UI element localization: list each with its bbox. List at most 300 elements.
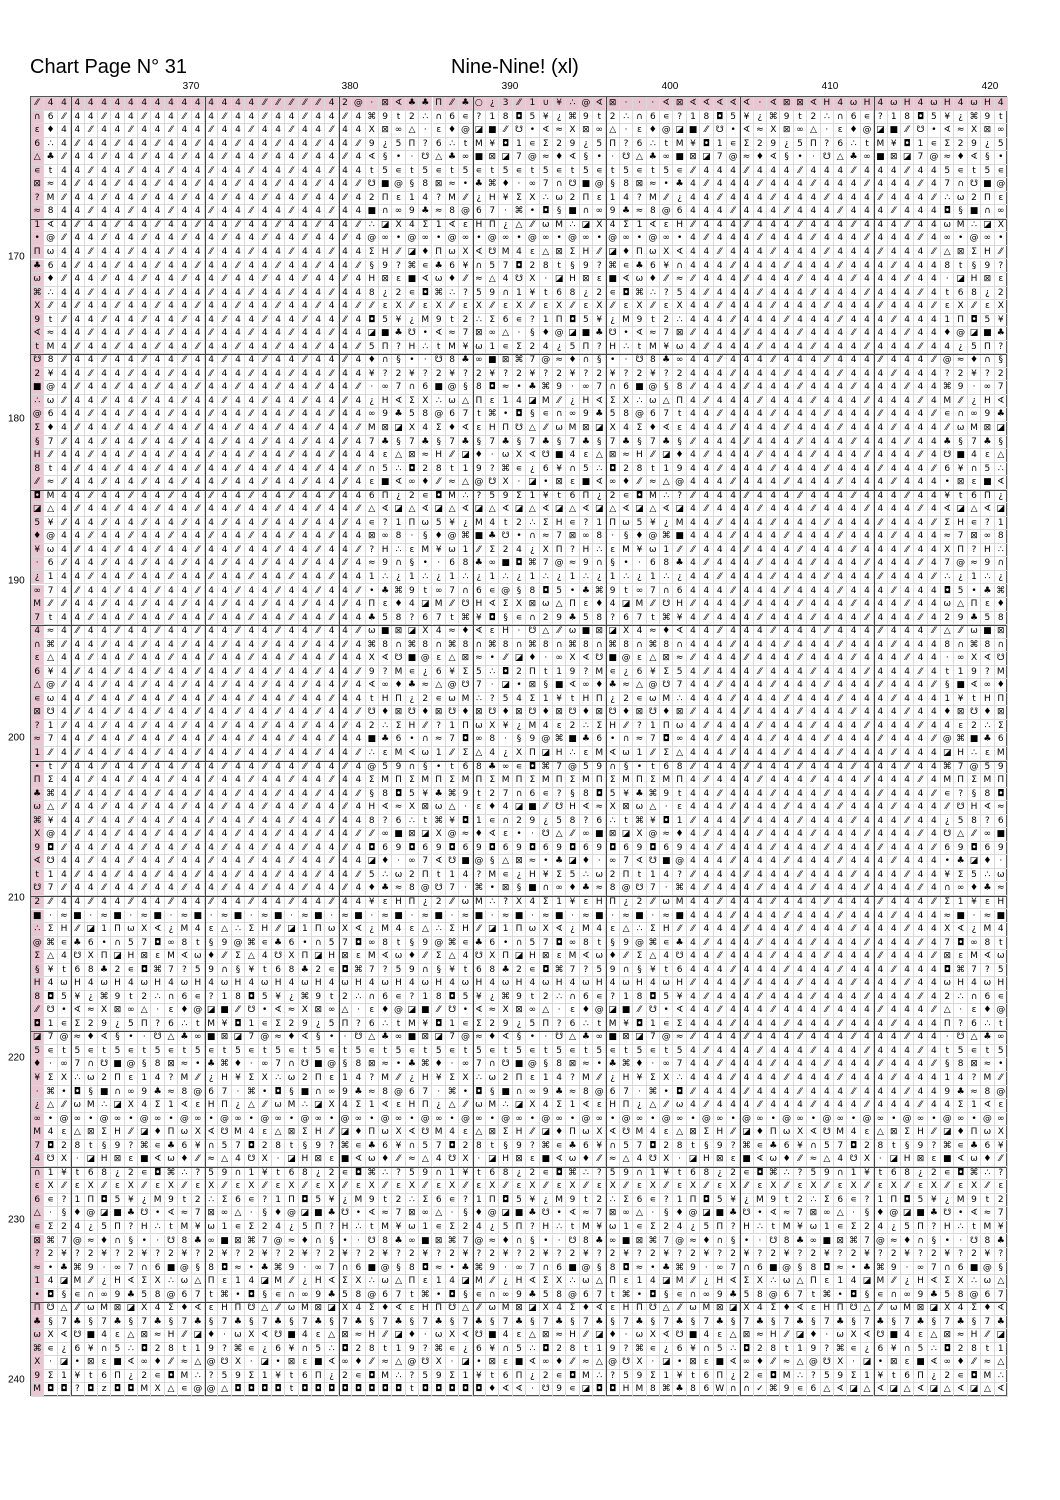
chart-cell: 8 bbox=[419, 178, 432, 192]
chart-cell: Π bbox=[968, 598, 981, 612]
chart-cell: ⁄⁄ bbox=[874, 788, 887, 802]
chart-cell: 4 bbox=[178, 124, 191, 138]
chart-cell: 4 bbox=[205, 625, 218, 639]
chart-cell: ? bbox=[995, 260, 1008, 274]
chart-cell: 4 bbox=[727, 733, 740, 747]
chart-cell: Σ bbox=[593, 720, 606, 734]
chart-cell: ω bbox=[995, 950, 1008, 964]
chart-cell: § bbox=[593, 354, 606, 368]
chart-cell: ∩ bbox=[593, 639, 606, 653]
chart-cell: 4 bbox=[606, 977, 619, 991]
chart-cell: ¿ bbox=[580, 138, 593, 152]
chart-cell: 4 bbox=[58, 205, 71, 219]
chart-cell: ♣ bbox=[419, 97, 432, 111]
chart-cell: ⁄⁄ bbox=[339, 314, 352, 328]
chart-cell: ∩ bbox=[513, 937, 526, 951]
chart-cell: 4 bbox=[232, 165, 245, 179]
chart-cell: 4 bbox=[780, 287, 793, 301]
chart-cell: 4 bbox=[888, 463, 901, 477]
chart-cell: ⁄⁄ bbox=[165, 408, 178, 422]
chart-cell: ■ bbox=[526, 882, 539, 896]
chart-cell: ⁄⁄ bbox=[513, 97, 526, 111]
chart-cell: 4 bbox=[339, 666, 352, 680]
chart-cell: M bbox=[566, 950, 579, 964]
chart-cell: Σ bbox=[540, 517, 553, 531]
chart-cell: ∩ bbox=[660, 585, 673, 599]
chart-cell: 4 bbox=[861, 693, 874, 707]
chart-cell: ◘ bbox=[566, 842, 579, 856]
chart-cell: 5 bbox=[473, 666, 486, 680]
chart-cell: 4 bbox=[767, 422, 780, 436]
chart-cell: ⊠ bbox=[566, 530, 579, 544]
chart-cell: ∩ bbox=[995, 557, 1008, 571]
chart-cell: 4 bbox=[98, 287, 111, 301]
chart-cell: 4 bbox=[700, 747, 713, 761]
chart-cell: ♦ bbox=[392, 598, 405, 612]
chart-cell: 4 bbox=[874, 761, 887, 775]
chart-cell: ε bbox=[620, 300, 633, 314]
chart-cell: 4 bbox=[205, 300, 218, 314]
chart-cell: H bbox=[593, 896, 606, 910]
chart-cell: 4 bbox=[767, 828, 780, 842]
chart-cell: 4 bbox=[272, 571, 285, 585]
chart-cell: 4 bbox=[58, 585, 71, 599]
chart-cell: ⁄⁄ bbox=[767, 950, 780, 964]
chart-cell: 4 bbox=[660, 950, 673, 964]
chart-cell: ⁄⁄ bbox=[138, 314, 151, 328]
chart-cell: 5 bbox=[125, 937, 138, 951]
chart-cell: ◪ bbox=[633, 503, 646, 517]
chart-cell: 4 bbox=[807, 530, 820, 544]
chart-cell: ⁄⁄ bbox=[499, 124, 512, 138]
chart-cell: 4 bbox=[700, 165, 713, 179]
chart-cell: ⁄⁄ bbox=[914, 774, 927, 788]
chart-cell: ⁄⁄ bbox=[901, 544, 914, 558]
chart-cell: t bbox=[647, 761, 660, 775]
chart-cell: Π bbox=[580, 341, 593, 355]
chart-cell: ⁄⁄ bbox=[299, 395, 312, 409]
chart-cell: 6 bbox=[459, 842, 472, 856]
chart-cell: 6 bbox=[954, 287, 967, 301]
chart-cell: 4 bbox=[727, 869, 740, 883]
chart-cell: ⁄⁄ bbox=[58, 720, 71, 734]
chart-cell: 2 bbox=[513, 666, 526, 680]
chart-cell: 4 bbox=[111, 733, 124, 747]
chart-cell: ⁄⁄ bbox=[151, 625, 164, 639]
chart-cell: ∢ bbox=[767, 97, 780, 111]
chart-cell: @ bbox=[392, 1004, 405, 1018]
chart-cell: 4 bbox=[325, 544, 338, 558]
chart-cell: 4 bbox=[821, 923, 834, 937]
chart-cell: • bbox=[954, 232, 967, 246]
chart-cell: ⁄⁄ bbox=[780, 639, 793, 653]
chart-cell: Χ bbox=[606, 801, 619, 815]
chart-cell: 4 bbox=[861, 652, 874, 666]
chart-cell: Χ bbox=[566, 124, 579, 138]
chart-cell: ∴ bbox=[446, 138, 459, 152]
chart-cell: H bbox=[981, 693, 994, 707]
chart-cell: ¥ bbox=[44, 368, 57, 382]
chart-cell: 2 bbox=[995, 287, 1008, 301]
chart-cell: ⁄⁄ bbox=[807, 991, 820, 1005]
chart-cell: 4 bbox=[767, 219, 780, 233]
chart-cell: 4 bbox=[807, 950, 820, 964]
chart-cell: ♣ bbox=[580, 882, 593, 896]
chart-cell: Σ bbox=[941, 517, 954, 531]
chart-cell: 4 bbox=[165, 138, 178, 152]
chart-cell: 4 bbox=[727, 287, 740, 301]
chart-cell: 4 bbox=[807, 273, 820, 287]
chart-cell: 4 bbox=[834, 408, 847, 422]
chart-cell: ◪ bbox=[513, 801, 526, 815]
chart-cell: ■ bbox=[486, 124, 499, 138]
chart-cell: ε bbox=[981, 747, 994, 761]
chart-cell: ∴ bbox=[178, 1018, 191, 1032]
chart-cell: 4 bbox=[325, 232, 338, 246]
chart-cell: ∢ bbox=[419, 273, 432, 287]
chart-cell: ∞ bbox=[673, 733, 686, 747]
chart-cell: ⁄⁄ bbox=[914, 503, 927, 517]
chart-cell: 4 bbox=[151, 327, 164, 341]
chart-cell: ∴ bbox=[593, 544, 606, 558]
chart-cell: ω bbox=[941, 598, 954, 612]
chart-cell: 4 bbox=[71, 517, 84, 531]
chart-cell: ⁄⁄ bbox=[767, 842, 780, 856]
chart-cell: 4 bbox=[459, 869, 472, 883]
chart-cell: Σ bbox=[245, 923, 258, 937]
chart-cell: ⁄⁄ bbox=[834, 314, 847, 328]
chart-cell: H bbox=[473, 219, 486, 233]
chart-cell: 9 bbox=[513, 842, 526, 856]
chart-cell: 4 bbox=[821, 314, 834, 328]
chart-cell: ◘ bbox=[31, 1018, 44, 1032]
chart-cell: ⁄⁄ bbox=[192, 341, 205, 355]
chart-cell: § bbox=[419, 761, 432, 775]
chart-cell: Π bbox=[606, 138, 619, 152]
chart-cell: ¿ bbox=[473, 571, 486, 585]
chart-cell: M bbox=[954, 219, 967, 233]
chart-cell: 4 bbox=[71, 679, 84, 693]
chart-cell: 4 bbox=[928, 260, 941, 274]
chart-cell: ∩ bbox=[580, 354, 593, 368]
chart-cell: 5 bbox=[259, 991, 272, 1005]
chart-cell: 6 bbox=[44, 557, 57, 571]
chart-cell: 4 bbox=[125, 463, 138, 477]
chart-cell: 6 bbox=[473, 205, 486, 219]
chart-cell: 8 bbox=[433, 991, 446, 1005]
chart-cell: t bbox=[473, 408, 486, 422]
chart-cell: ◪ bbox=[499, 679, 512, 693]
chart-cell: 4 bbox=[325, 625, 338, 639]
chart-cell: 4 bbox=[98, 652, 111, 666]
chart-cell: 4 bbox=[325, 598, 338, 612]
chart-cell: 8 bbox=[968, 287, 981, 301]
chart-cell: M bbox=[366, 422, 379, 436]
chart-cell: 4 bbox=[285, 354, 298, 368]
chart-cell: ⁄⁄ bbox=[111, 260, 124, 274]
chart-cell: ⁄⁄ bbox=[874, 842, 887, 856]
chart-cell: 4 bbox=[714, 706, 727, 720]
chart-cell: • bbox=[526, 205, 539, 219]
chart-cell: 4 bbox=[111, 287, 124, 301]
chart-cell: 4 bbox=[178, 138, 191, 152]
chart-cell: ■ bbox=[473, 530, 486, 544]
chart-cell: ¿ bbox=[406, 314, 419, 328]
chart-cell: 8 bbox=[580, 937, 593, 951]
chart-cell: ■ bbox=[673, 530, 686, 544]
chart-cell: 4 bbox=[352, 733, 365, 747]
chart-cell: ⁄⁄ bbox=[767, 679, 780, 693]
chart-cell: ⁄⁄ bbox=[111, 747, 124, 761]
chart-cell: 8 bbox=[580, 788, 593, 802]
chart-cell: ∞ bbox=[459, 151, 472, 165]
chart-cell: 4 bbox=[218, 503, 231, 517]
chart-cell: H bbox=[660, 923, 673, 937]
chart-cell: ⁄⁄ bbox=[125, 124, 138, 138]
chart-cell: ⁄⁄ bbox=[419, 950, 432, 964]
chart-cell: • bbox=[419, 327, 432, 341]
chart-cell: Π bbox=[593, 774, 606, 788]
chart-cell: 4 bbox=[138, 97, 151, 111]
chart-cell: ⁄⁄ bbox=[192, 869, 205, 883]
chart-cell: △ bbox=[406, 124, 419, 138]
chart-cell: Π bbox=[433, 774, 446, 788]
chart-cell: 4 bbox=[312, 720, 325, 734]
chart-cell: 4 bbox=[339, 165, 352, 179]
chart-cell: 4 bbox=[874, 801, 887, 815]
chart-cell: 4 bbox=[847, 828, 860, 842]
chart-cell: 4 bbox=[312, 896, 325, 910]
chart-cell: ■ bbox=[606, 273, 619, 287]
chart-cell: ◪ bbox=[580, 219, 593, 233]
chart-cell: 4 bbox=[914, 1004, 927, 1018]
chart-cell: ∞ bbox=[794, 124, 807, 138]
row-number: 210 bbox=[8, 893, 25, 904]
chart-cell: 4 bbox=[847, 882, 860, 896]
chart-cell: ◘ bbox=[499, 666, 512, 680]
chart-cell: △ bbox=[526, 503, 539, 517]
chart-cell: ⁄⁄ bbox=[285, 612, 298, 626]
chart-cell: ∴ bbox=[821, 111, 834, 125]
chart-cell: ∞ bbox=[606, 855, 619, 869]
chart-cell: 4 bbox=[192, 151, 205, 165]
chart-cell: 4 bbox=[339, 855, 352, 869]
chart-cell: △ bbox=[446, 652, 459, 666]
chart-cell: 4 bbox=[151, 449, 164, 463]
chart-cell: 4 bbox=[178, 612, 191, 626]
chart-cell: 4 bbox=[901, 910, 914, 924]
chart-cell: ⁄⁄ bbox=[31, 1004, 44, 1018]
chart-cell: ■ bbox=[499, 557, 512, 571]
chart-cell: 4 bbox=[727, 612, 740, 626]
chart-cell: ⁄⁄ bbox=[218, 436, 231, 450]
chart-cell: H bbox=[513, 977, 526, 991]
chart-cell: ⊠ bbox=[580, 273, 593, 287]
chart-cell: • bbox=[660, 1004, 673, 1018]
chart-cell: Χ bbox=[995, 300, 1008, 314]
chart-cell: ≈ bbox=[660, 910, 673, 924]
chart-cell: 4 bbox=[259, 503, 272, 517]
chart-cell: ⁄⁄ bbox=[861, 557, 874, 571]
chart-cell: △ bbox=[459, 395, 472, 409]
chart-cell: ⌘ bbox=[98, 991, 111, 1005]
chart-cell: 4 bbox=[714, 612, 727, 626]
chart-cell: 4 bbox=[807, 598, 820, 612]
chart-cell: Π bbox=[606, 517, 619, 531]
chart-cell: ∴ bbox=[620, 111, 633, 125]
chart-cell: ω bbox=[379, 977, 392, 991]
chart-cell: 4 bbox=[111, 97, 124, 111]
chart-cell: 4 bbox=[700, 246, 713, 260]
chart-cell: § bbox=[553, 436, 566, 450]
chart-cell: 4 bbox=[861, 205, 874, 219]
chart-cell: ∴ bbox=[995, 544, 1008, 558]
chart-cell: t bbox=[553, 260, 566, 274]
chart-cell: 4 bbox=[687, 395, 700, 409]
chart-cell: ω bbox=[968, 97, 981, 111]
chart-cell: ⁄⁄ bbox=[192, 625, 205, 639]
chart-cell: 7 bbox=[941, 937, 954, 951]
chart-cell: ε bbox=[968, 476, 981, 490]
chart-cell: 8 bbox=[540, 639, 553, 653]
chart-cell: ⁄⁄ bbox=[85, 490, 98, 504]
chart-cell: 4 bbox=[218, 788, 231, 802]
chart-cell: @ bbox=[31, 937, 44, 951]
chart-cell: 4 bbox=[44, 977, 57, 991]
chart-cell: 9 bbox=[767, 138, 780, 152]
chart-cell: ⁄⁄ bbox=[259, 842, 272, 856]
column-number: 370 bbox=[183, 81, 200, 92]
chart-cell: ⁄⁄ bbox=[928, 896, 941, 910]
chart-cell: ? bbox=[379, 815, 392, 829]
chart-cell: 4 bbox=[138, 300, 151, 314]
chart-cell: ∴ bbox=[566, 97, 579, 111]
chart-cell: ⊠ bbox=[312, 1004, 325, 1018]
chart-cell: ∞ bbox=[379, 828, 392, 842]
chart-cell: 4 bbox=[914, 693, 927, 707]
chart-cell: ⁄⁄ bbox=[660, 273, 673, 287]
chart-cell: 4 bbox=[98, 733, 111, 747]
chart-cell: 4 bbox=[941, 720, 954, 734]
chart-cell: ⁄⁄ bbox=[566, 828, 579, 842]
chart-cell: M bbox=[620, 544, 633, 558]
chart-cell: ¥ bbox=[647, 815, 660, 829]
chart-cell: § bbox=[580, 151, 593, 165]
chart-cell: 4 bbox=[834, 327, 847, 341]
chart-cell: 9 bbox=[379, 408, 392, 422]
chart-cell: 2 bbox=[968, 720, 981, 734]
chart-cell: 4 bbox=[285, 882, 298, 896]
chart-cell: ◘ bbox=[352, 937, 365, 951]
chart-cell: ◪ bbox=[995, 422, 1008, 436]
chart-cell: 4 bbox=[486, 977, 499, 991]
chart-cell: ⁄⁄ bbox=[285, 165, 298, 179]
chart-cell: ♣ bbox=[580, 436, 593, 450]
chart-cell: @ bbox=[459, 124, 472, 138]
chart-cell: ⁄⁄ bbox=[85, 165, 98, 179]
chart-cell: 4 bbox=[205, 639, 218, 653]
chart-cell: ε bbox=[526, 246, 539, 260]
chart-cell: Π bbox=[580, 490, 593, 504]
chart-cell: Π bbox=[406, 517, 419, 531]
chart-cell: § bbox=[31, 964, 44, 978]
chart-cell: Σ bbox=[513, 490, 526, 504]
chart-cell: 4 bbox=[754, 368, 767, 382]
chart-cell: ⁄⁄ bbox=[299, 476, 312, 490]
chart-cell: • bbox=[513, 381, 526, 395]
chart-cell: 9 bbox=[580, 260, 593, 274]
chart-cell: 4 bbox=[821, 774, 834, 788]
chart-cell: ⌘ bbox=[486, 639, 499, 653]
chart-cell: 4 bbox=[339, 300, 352, 314]
chart-cell: ◪ bbox=[473, 124, 486, 138]
chart-cell: 4 bbox=[192, 598, 205, 612]
chart-cell: • bbox=[540, 476, 553, 490]
chart-cell: ♦ bbox=[995, 598, 1008, 612]
chart-cell: ⁄⁄ bbox=[218, 720, 231, 734]
chart-cell: M bbox=[419, 774, 432, 788]
chart-cell: ⁄⁄ bbox=[901, 490, 914, 504]
chart-cell: 4 bbox=[325, 314, 338, 328]
chart-cell: ⁄⁄ bbox=[446, 747, 459, 761]
chart-cell: 4 bbox=[312, 598, 325, 612]
chart-cell: ? bbox=[968, 544, 981, 558]
chart-cell: 5 bbox=[406, 788, 419, 802]
chart-cell: Χ bbox=[606, 422, 619, 436]
chart-cell: @ bbox=[593, 1004, 606, 1018]
chart-cell: 4 bbox=[526, 896, 539, 910]
chart-cell: ⁄⁄ bbox=[606, 300, 619, 314]
chart-cell: 6 bbox=[419, 612, 432, 626]
chart-cell: 4 bbox=[928, 706, 941, 720]
chart-cell: △ bbox=[673, 747, 686, 761]
chart-cell: 4 bbox=[205, 747, 218, 761]
chart-cell: ⁄⁄ bbox=[740, 977, 753, 991]
chart-cell: 4 bbox=[740, 693, 753, 707]
chart-cell: M bbox=[433, 598, 446, 612]
chart-cell: 4 bbox=[272, 842, 285, 856]
chart-cell: ◘ bbox=[700, 138, 713, 152]
chart-cell: ⁄⁄ bbox=[218, 192, 231, 206]
chart-cell: ¿ bbox=[660, 517, 673, 531]
chart-cell: 4 bbox=[847, 855, 860, 869]
chart-cell: · bbox=[406, 530, 419, 544]
chart-cell: ⁄⁄ bbox=[165, 124, 178, 138]
chart-cell: 4 bbox=[352, 436, 365, 450]
chart-cell: 4 bbox=[914, 165, 927, 179]
chart-cell: ♦ bbox=[433, 530, 446, 544]
chart-cell: ♦ bbox=[178, 1004, 191, 1018]
chart-cell: 4 bbox=[794, 463, 807, 477]
chart-cell: @ bbox=[647, 530, 660, 544]
chart-cell: 4 bbox=[352, 368, 365, 382]
chart-cell: 4 bbox=[192, 652, 205, 666]
chart-cell: ⁄⁄ bbox=[687, 544, 700, 558]
chart-cell: 4 bbox=[71, 395, 84, 409]
chart-cell: ? bbox=[205, 991, 218, 1005]
chart-cell: 5 bbox=[540, 165, 553, 179]
chart-cell: 4 bbox=[205, 422, 218, 436]
chart-cell: 4 bbox=[727, 625, 740, 639]
chart-cell: ⁄⁄ bbox=[272, 381, 285, 395]
chart-cell: ◪ bbox=[526, 476, 539, 490]
chart-cell: ¥ bbox=[486, 138, 499, 152]
chart-cell: 4 bbox=[111, 761, 124, 775]
chart-cell: ⁄⁄ bbox=[821, 408, 834, 422]
chart-cell: 2 bbox=[941, 991, 954, 1005]
chart-cell: ∊ bbox=[553, 165, 566, 179]
chart-cell: ∢ bbox=[941, 124, 954, 138]
